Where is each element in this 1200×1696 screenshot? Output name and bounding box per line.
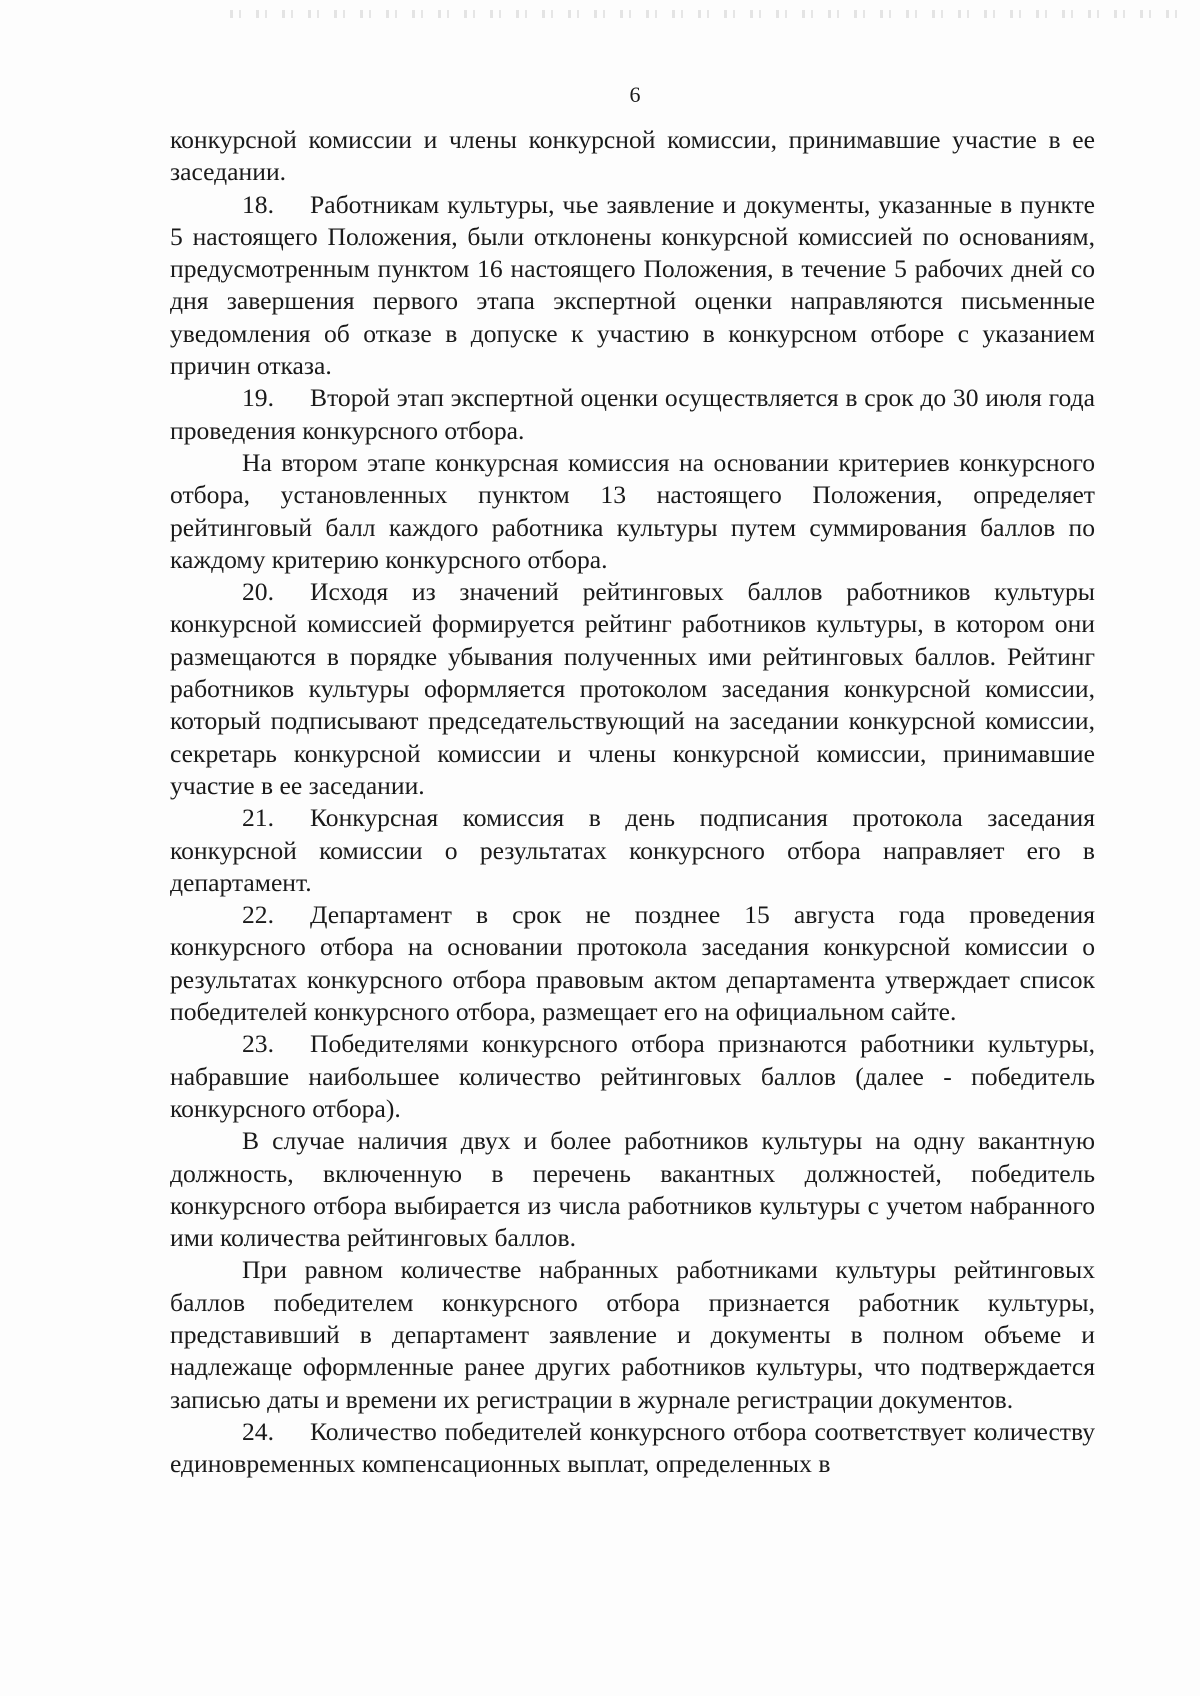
paragraph-number: 19. xyxy=(242,383,274,413)
paragraph-text: Количество победителей конкурсного отбора соответствует количеству единовременных компенсационных выплат, определенных в xyxy=(170,1416,1095,1479)
paragraph xyxy=(170,899,1095,1028)
paragraph-text: На втором этапе конкурсная комиссия на основании критериев конкурсного отбора, установленных пунктом 13 настоящего Положения, определяет рейтинговый балл каждого работника культуры путем суммирования баллов по каждому критерию конкурсного отбора. xyxy=(170,447,1095,574)
paragraph-number: 22. xyxy=(242,900,274,930)
paragraph-text: В случае наличия двух и более работников культуры на одну вакантную должность, включенную в перечень вакантных должностей, победитель конкурсного отбора выбирается из числа работников культуры с учетом набранного ими количества рейтинговых баллов. xyxy=(170,1126,1095,1253)
paragraph xyxy=(170,447,1095,576)
paragraph-text: Исходя из значений рейтинговых баллов работников культуры конкурсной комиссией формируется рейтинг работников культуры, в котором они размещаются в порядке убывания полученных ими рейтинговых баллов. Рейтинг работников культуры оформляется протоколом заседания конкурсной комиссии, который подписывают председательствующий на заседании конкурсной комиссии, секретарь конкурсной комиссии и члены конкурсной комиссии, принимавшие участие в ее заседании. xyxy=(170,577,1095,800)
paragraph xyxy=(170,576,1095,802)
paragraph-number: 20. xyxy=(242,577,274,607)
paragraph-number: 21. xyxy=(242,803,274,833)
document-body xyxy=(170,124,1095,1480)
paragraph-number: 23. xyxy=(242,1029,274,1059)
paragraph-text: Департамент в срок не позднее 15 августа года проведения конкурсного отбора на основании протокола заседания конкурсной комиссии о результатах конкурсного отбора правовым актом департамента утверждает список победителей конкурсного отбора, размещает его на официальном сайте. xyxy=(170,900,1095,1027)
paragraph xyxy=(170,1028,1095,1125)
paragraph xyxy=(170,1254,1095,1415)
scan-artifact xyxy=(230,10,1190,18)
paragraph-text: Победителями конкурсного отбора признаются работники культуры, набравшие наибольшее количество рейтинговых баллов (далее - победитель конкурсного отбора). xyxy=(170,1029,1095,1123)
paragraph-text: Работникам культуры, чье заявление и документы, указанные в пункте 5 настоящего Положения, были отклонены конкурсной комиссией по основаниям, предусмотренным пунктом 16 настоящего Положения, в течение 5 рабочих дней со дня завершения первого этапа экспертной оценки направляются письменные уведомления об отказе в допуске к участию в конкурсном отборе с указанием причин отказа. xyxy=(170,189,1095,381)
paragraph-number: 24. xyxy=(242,1416,274,1446)
paragraph-text: При равном количестве набранных работниками культуры рейтинговых баллов победителем конкурсного отбора признается работник культуры, представивший в департамент заявление и документы в полном объеме и надлежаще оформленные ранее других работников культуры, что подтверждается записью даты и времени их регистрации в журнале регистрации документов. xyxy=(170,1255,1095,1414)
paragraph-text: конкурсной комиссии и члены конкурсной комиссии, принимавшие участие в ее заседании. xyxy=(170,125,1095,187)
paragraph xyxy=(170,189,1095,383)
paragraph xyxy=(170,1125,1095,1254)
paragraph-text: Конкурсная комиссия в день подписания протокола заседания конкурсной комиссии о результатах конкурсного отбора направляет его в департамент. xyxy=(170,803,1095,897)
paragraph xyxy=(170,802,1095,899)
paragraph xyxy=(170,382,1095,447)
paragraph xyxy=(170,1416,1095,1481)
paragraph xyxy=(170,124,1095,189)
paragraph-number: 18. xyxy=(242,189,274,219)
paragraph-text: Второй этап экспертной оценки осуществляется в срок до 30 июля года проведения конкурсного отбора. xyxy=(170,383,1095,445)
page-number: 6 xyxy=(629,82,641,107)
